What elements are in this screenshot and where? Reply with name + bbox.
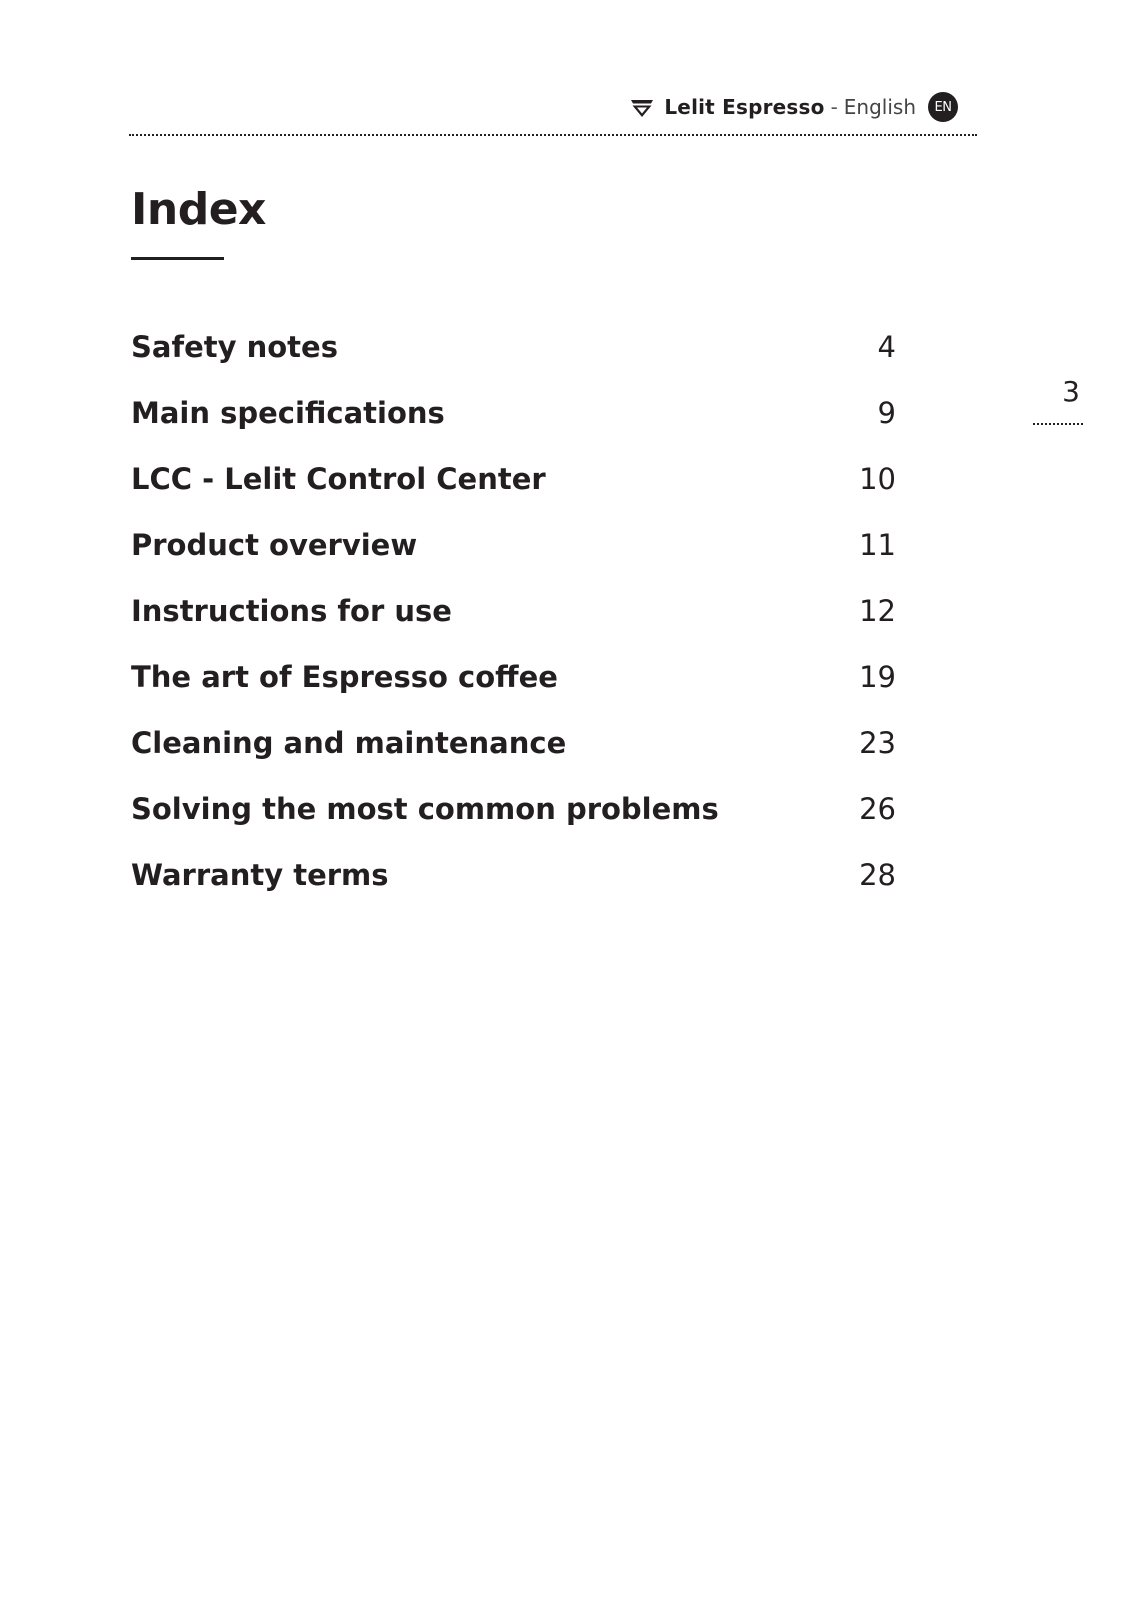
- toc-entry-art-of-espresso[interactable]: [131, 660, 896, 726]
- brand-name: Lelit Espresso: [664, 95, 825, 119]
- toc-entry-label: Instructions for use: [131, 594, 452, 628]
- header-dotted-rule: [129, 134, 977, 136]
- toc-entry-page: 23: [859, 726, 896, 760]
- toc-entry-page: 10: [859, 462, 896, 496]
- page-number: 3: [1062, 375, 1080, 408]
- page-number-dotted-rule: [1033, 423, 1083, 425]
- toc-entry-instructions-for-use[interactable]: [131, 594, 896, 660]
- toc-entry-page: 19: [859, 660, 896, 694]
- toc-entry-page: 11: [859, 528, 896, 562]
- toc-entry-solving-problems[interactable]: [131, 792, 896, 858]
- language-badge: EN: [928, 92, 958, 122]
- toc-entry-page: 12: [859, 594, 896, 628]
- toc-entry-label: LCC - Lelit Control Center: [131, 462, 546, 496]
- toc-entry-warranty-terms[interactable]: [131, 858, 896, 924]
- header-separator: -: [830, 95, 838, 119]
- toc-entry-label: Safety notes: [131, 330, 338, 364]
- title-underline: [131, 257, 224, 260]
- toc-entry-page: 4: [877, 330, 896, 364]
- page-title: Index: [131, 184, 266, 235]
- toc-entry-label: Product overview: [131, 528, 418, 562]
- toc-entry-product-overview[interactable]: [131, 528, 896, 594]
- table-of-contents: [131, 330, 896, 924]
- toc-entry-label: Main specifications: [131, 396, 445, 430]
- page-header: [630, 90, 958, 124]
- toc-entry-label: The art of Espresso coffee: [131, 660, 558, 694]
- toc-entry-safety-notes[interactable]: [131, 330, 896, 396]
- toc-entry-label: Warranty terms: [131, 858, 389, 892]
- toc-entry-lcc[interactable]: [131, 462, 896, 528]
- language-name: English: [843, 95, 916, 119]
- toc-entry-label: Solving the most common problems: [131, 792, 719, 826]
- toc-entry-page: 9: [877, 396, 896, 430]
- lelit-chevron-logo-icon: [630, 95, 654, 119]
- toc-entry-label: Cleaning and maintenance: [131, 726, 567, 760]
- toc-entry-page: 28: [859, 858, 896, 892]
- toc-entry-main-specifications[interactable]: [131, 396, 896, 462]
- toc-entry-cleaning-maintenance[interactable]: [131, 726, 896, 792]
- toc-entry-page: 26: [859, 792, 896, 826]
